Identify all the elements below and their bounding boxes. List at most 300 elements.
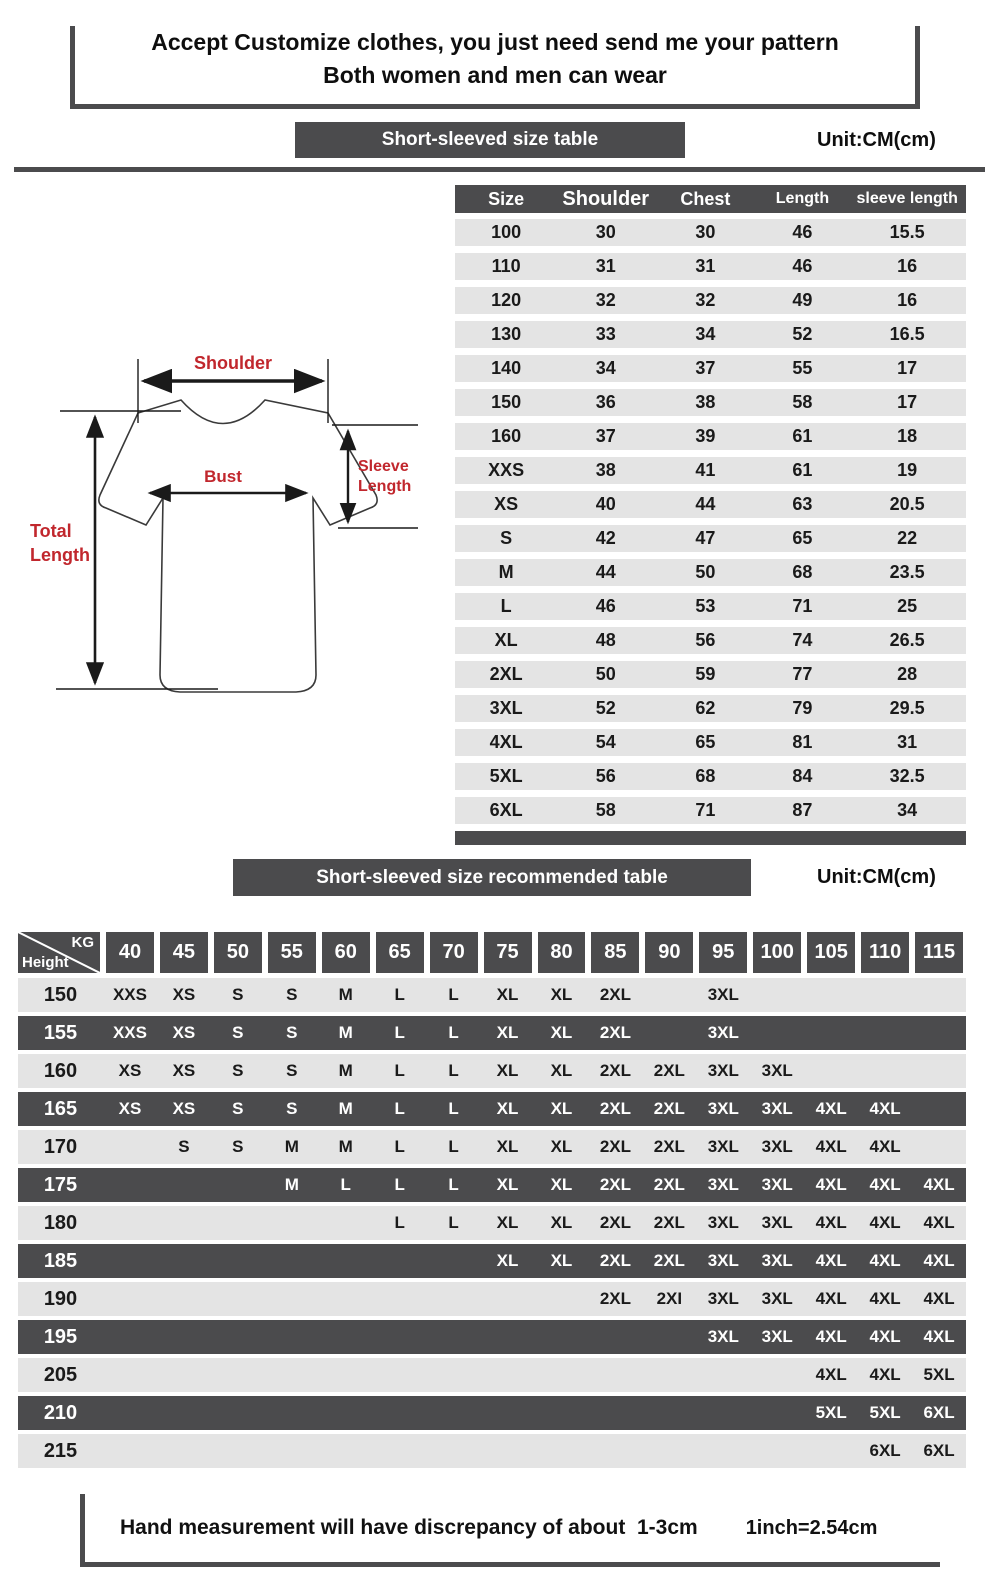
column-header: Length [775,190,830,207]
size-cell: L [448,985,459,1004]
table-row [18,1130,966,1164]
height-label-cell: 170 [43,1135,78,1158]
size-cell: 4XL [815,1175,847,1194]
table-row [455,661,966,688]
corner-cell [18,932,100,973]
size-cell: 3XL [761,1289,793,1308]
size-cell: XL [496,1023,519,1042]
size-value-cell: 32 [695,290,716,310]
size-cell: 3XL [707,1137,739,1156]
size-cell: S [232,985,244,1004]
size-value-cell: 31 [695,256,716,276]
size-cell: 3XL [761,1213,793,1232]
size-cell: 4XL [869,1175,901,1194]
section1-header: Short-sleeved size table [295,122,685,158]
column-header: Shoulder [562,187,650,210]
size-label-cell: 2XL [489,664,523,684]
table-row [455,389,966,416]
column-header: sleeve length [856,190,958,207]
title-line-2: Both women and men can wear [323,62,667,88]
size-table-header [455,185,966,213]
size-value-cell: 30 [695,222,716,242]
size-cell: 2XL [599,1061,631,1080]
size-cell: 2XL [653,1137,685,1156]
size-cell: 2XL [599,1289,631,1308]
size-value-cell: 79 [792,698,813,718]
size-cell: L [448,1137,459,1156]
size-cell: 6XL [923,1403,955,1422]
size-value-cell: 37 [695,358,716,378]
weight-header-cell: 110 [861,932,909,973]
size-cell: 4XL [815,1289,847,1308]
weight-header-cell: 45 [160,932,208,973]
size-cell: S [286,985,298,1004]
size-cell: L [394,1213,405,1232]
table-row [18,1396,966,1430]
size-cell: 4XL [923,1175,955,1194]
size-cell: 4XL [923,1251,955,1270]
size-value-cell: 29.5 [889,698,925,718]
size-value-cell: 53 [695,596,716,616]
weight-header-cell: 40 [106,932,154,973]
size-value-cell: 20.5 [889,494,925,514]
height-label-cell: 150 [43,983,78,1006]
size-value-cell: 38 [695,392,716,412]
size-cell: M [338,1061,353,1080]
weight-header-cell: 70 [430,932,478,973]
table-row [18,1206,966,1240]
size-cell: XS [172,1061,196,1080]
weight-header-cell: 100 [753,932,801,973]
size-cell: XS [172,1099,196,1118]
size-value-cell: 50 [695,562,716,582]
size-cell: L [394,985,405,1004]
size-cell: XL [496,1099,519,1118]
size-cell: M [338,985,353,1004]
weight-header-cell: 55 [268,932,316,973]
size-label-cell: 120 [491,290,522,310]
size-value-cell: 68 [695,766,716,786]
size-cell: M [338,1023,353,1042]
size-value-cell: 25 [897,596,918,616]
size-cell: 4XL [815,1099,847,1118]
column-header: Size [488,188,525,209]
size-value-cell: 52 [595,698,616,718]
size-value-cell: 36 [595,392,616,412]
size-label-cell: 150 [491,392,522,412]
size-cell: 4XL [869,1327,901,1346]
size-label-cell: 3XL [489,698,523,718]
size-cell: 2XL [599,1137,631,1156]
size-value-cell: 77 [792,664,813,684]
height-label-cell: 185 [43,1249,78,1272]
size-cell: 4XL [869,1365,901,1384]
table-row [18,1168,966,1202]
size-value-cell: 38 [595,460,616,480]
size-value-cell: 31 [595,256,616,276]
size-cell: 4XL [869,1251,901,1270]
size-cell: 5XL [815,1403,847,1422]
size-value-cell: 50 [595,664,616,684]
size-cell: 2XL [599,1023,631,1042]
size-cell: XS [118,1061,142,1080]
size-cell: L [448,1061,459,1080]
weight-header-cell: 105 [807,932,855,973]
size-value-cell: 46 [792,256,813,276]
size-cell: 2XI [656,1289,683,1308]
size-value-cell: 52 [792,324,813,344]
section1-unit: Unit:CM(cm) [817,129,936,151]
size-cell: 2XL [599,1251,631,1270]
size-value-cell: 23.5 [889,562,925,582]
column-header: Chest [680,188,731,209]
size-cell: 3XL [707,1289,739,1308]
size-label-cell: 5XL [489,766,523,786]
size-cell: XL [550,1137,573,1156]
sleeve-length-label-2: Length [358,478,412,495]
size-cell: L [394,1061,405,1080]
size-cell: 3XL [707,1061,739,1080]
table-row [18,1434,966,1468]
size-cell: 2XL [599,1213,631,1232]
size-value-cell: 87 [792,800,813,820]
size-cell: 4XL [869,1137,901,1156]
table-row [455,763,966,790]
size-label-cell: 4XL [489,732,523,752]
size-cell: L [394,1099,405,1118]
size-cell: 2XL [599,1175,631,1194]
size-value-cell: 17 [897,358,918,378]
size-cell: 4XL [815,1251,847,1270]
size-value-cell: 19 [897,460,918,480]
size-cell: 3XL [761,1061,793,1080]
size-cell: 4XL [815,1213,847,1232]
size-cell: 4XL [815,1327,847,1346]
size-value-cell: 16 [897,290,918,310]
weight-header-cell: 80 [538,932,586,973]
size-value-cell: 16 [897,256,918,276]
size-table [455,185,966,845]
table-row [455,525,966,552]
height-label-cell: 165 [43,1097,78,1120]
size-label-cell: S [500,528,513,548]
size-cell: XL [550,1251,573,1270]
size-cell: 2XL [653,1251,685,1270]
height-label-cell: 215 [43,1439,78,1462]
size-value-cell: 16.5 [889,324,925,344]
corner-kg-label: KG [71,934,94,951]
size-cell: 5XL [869,1403,901,1422]
table-row [18,1244,966,1278]
table-row [18,1092,966,1126]
size-cell: 4XL [923,1289,955,1308]
size-value-cell: 22 [897,528,918,548]
size-cell: 2XL [653,1213,685,1232]
size-value-cell: 62 [695,698,716,718]
size-label-cell: 100 [491,222,522,242]
size-cell: S [286,1099,298,1118]
size-value-cell: 44 [595,562,616,582]
size-cell: S [232,1023,244,1042]
size-value-cell: 30 [595,222,616,242]
size-cell: L [394,1175,405,1194]
footer-note: Hand measurement will have discrepancy of about 1-3cm [120,1516,698,1539]
size-label-cell: XL [494,630,518,650]
table-row [455,355,966,382]
size-value-cell: 34 [695,324,716,344]
size-value-cell: 84 [792,766,813,786]
table-row [18,1054,966,1088]
table-row [455,253,966,280]
weight-header-cell: 65 [376,932,424,973]
size-cell: 4XL [869,1099,901,1118]
size-cell: S [232,1061,244,1080]
height-label-cell: 205 [43,1363,78,1386]
size-value-cell: 42 [595,528,616,548]
divider-line [14,167,985,172]
size-cell: S [286,1023,298,1042]
size-cell: 2XL [653,1175,685,1194]
size-cell: L [394,1137,405,1156]
size-cell: 4XL [923,1327,955,1346]
size-value-cell: 71 [695,800,716,820]
rec-table-body [18,978,966,1468]
size-value-cell: 46 [595,596,616,616]
table-row [18,1358,966,1392]
size-value-cell: 28 [897,664,918,684]
size-value-cell: 54 [595,732,616,752]
size-value-cell: 61 [792,460,813,480]
size-value-cell: 31 [897,732,918,752]
size-cell: XL [496,1213,519,1232]
size-value-cell: 44 [695,494,716,514]
size-value-cell: 34 [897,800,918,820]
tshirt-diagram-svg [18,335,453,713]
shoulder-label: Shoulder [193,353,273,373]
size-cell: 4XL [869,1213,901,1232]
size-label-cell: 140 [491,358,522,378]
size-cell: S [232,1099,244,1118]
table-row [455,627,966,654]
weight-header-cell: 75 [484,932,532,973]
size-value-cell: 18 [897,426,918,446]
size-cell: 3XL [707,1023,739,1042]
size-cell: 4XL [923,1213,955,1232]
size-cell: S [178,1137,190,1156]
table-row [18,1282,966,1316]
size-cell: XL [550,985,573,1004]
size-cell: XXS [112,1023,147,1042]
size-cell: 3XL [761,1099,793,1118]
table-row [455,559,966,586]
size-cell: XL [550,1175,573,1194]
size-value-cell: 58 [595,800,616,820]
table-row [455,423,966,450]
size-label-cell: XXS [488,460,525,480]
total-length-label-1: Total [30,521,72,541]
size-value-cell: 61 [792,426,813,446]
table-row [455,457,966,484]
weight-header-cell: 85 [591,932,639,973]
size-value-cell: 74 [792,630,813,650]
size-cell: 3XL [761,1137,793,1156]
size-value-cell: 33 [595,324,616,344]
footer-conversion: 1inch=2.54cm [745,1516,878,1539]
size-cell: 6XL [923,1441,955,1460]
section2-unit: Unit:CM(cm) [817,866,936,888]
size-cell: M [284,1175,299,1194]
size-cell: 3XL [707,1251,739,1270]
size-label-cell: 110 [491,256,521,276]
title-block [70,26,920,109]
size-value-cell: 56 [595,766,616,786]
size-cell: XL [550,1099,573,1118]
total-length-label-2: Length [30,545,90,565]
size-cell: XL [550,1061,573,1080]
size-value-cell: 71 [792,596,813,616]
rec-header-row [18,932,966,973]
size-cell: L [394,1023,405,1042]
tshirt-diagram [18,335,453,713]
size-label-cell: 160 [491,426,522,446]
size-value-cell: 41 [695,460,716,480]
size-cell: 2XL [653,1061,685,1080]
size-cell: 4XL [815,1137,847,1156]
size-cell: M [338,1137,353,1156]
size-label-cell: 130 [491,324,522,344]
size-value-cell: 26.5 [889,630,925,650]
size-cell: 4XL [869,1289,901,1308]
section2-header: Short-sleeved size recommended table [233,859,751,896]
table-row [455,491,966,518]
table-row [18,978,966,1012]
size-cell: XL [496,1061,519,1080]
bust-label: Bust [204,467,242,486]
size-cell: 3XL [707,985,739,1004]
size-value-cell: 68 [792,562,813,582]
size-value-cell: 15.5 [889,222,925,242]
size-label-cell: L [500,596,512,616]
size-cell: 3XL [761,1251,793,1270]
size-cell: 2XL [653,1099,685,1118]
table-row [455,695,966,722]
recommended-table [18,932,966,1472]
size-cell: XL [496,1251,519,1270]
tshirt-outline [99,400,377,692]
size-cell: XL [496,1175,519,1194]
size-value-cell: 49 [792,290,813,310]
size-cell: L [448,1213,459,1232]
size-value-cell: 47 [695,528,716,548]
height-label-cell: 180 [43,1211,78,1234]
size-cell: 3XL [761,1175,793,1194]
size-value-cell: 65 [792,528,813,548]
size-label-cell: XS [494,494,519,514]
height-label-cell: 175 [43,1173,78,1196]
size-cell: L [448,1099,459,1118]
size-cell: 6XL [869,1441,901,1460]
size-cell: XL [550,1213,573,1232]
size-cell: S [232,1137,244,1156]
size-cell: M [338,1099,353,1118]
table-row [18,1016,966,1050]
size-value-cell: 32 [595,290,616,310]
size-cell: 3XL [707,1213,739,1232]
size-cell: XS [118,1099,142,1118]
size-value-cell: 32.5 [889,766,925,786]
size-cell: XXS [112,985,147,1004]
size-value-cell: 40 [595,494,616,514]
table-row [455,729,966,756]
height-label-cell: 160 [43,1059,78,1082]
size-cell: 2XL [599,985,631,1004]
size-cell: S [286,1061,298,1080]
weight-header-cell: 90 [645,932,693,973]
size-cell: L [448,1175,459,1194]
weight-header-cell: 95 [699,932,747,973]
size-value-cell: 55 [792,358,813,378]
size-cell: 4XL [815,1365,847,1384]
size-cell: L [340,1175,351,1194]
size-cell: XL [496,985,519,1004]
size-value-cell: 17 [897,392,918,412]
size-label-cell: 6XL [489,800,523,820]
size-value-cell: 58 [792,392,813,412]
sleeve-length-label-1: Sleeve [358,458,409,475]
size-value-cell: 34 [595,358,616,378]
height-label-cell: 190 [43,1287,78,1310]
weight-header-cell: 60 [322,932,370,973]
size-value-cell: 37 [595,426,616,446]
size-value-cell: 56 [695,630,716,650]
table-row [455,219,966,246]
size-cell: XS [172,985,196,1004]
height-label-cell: 195 [43,1325,78,1348]
title-line-1: Accept Customize clothes, you just need send me your pattern [151,29,839,55]
table-row [455,593,966,620]
size-cell: L [448,1023,459,1042]
size-cell: M [284,1137,299,1156]
size-cell: XS [172,1023,196,1042]
size-cell: 3XL [707,1327,739,1346]
table-row [455,797,966,824]
size-cell: XL [550,1023,573,1042]
size-value-cell: 63 [792,494,813,514]
size-cell: XL [496,1137,519,1156]
corner-height-label: Height [22,954,69,971]
size-label-cell: M [498,562,514,582]
size-table-bottom-bar [455,831,966,845]
size-value-cell: 39 [695,426,716,446]
size-cell: 3XL [707,1099,739,1118]
size-cell: 5XL [923,1365,955,1384]
table-row [18,1320,966,1354]
height-label-cell: 210 [43,1401,78,1424]
size-cell: 3XL [707,1175,739,1194]
size-value-cell: 48 [595,630,616,650]
footer-block [80,1494,940,1567]
weight-header-cell: 115 [915,932,963,973]
size-value-cell: 59 [695,664,716,684]
size-value-cell: 46 [792,222,813,242]
table-row [455,321,966,348]
size-cell: 2XL [599,1099,631,1118]
size-cell: 3XL [761,1327,793,1346]
size-value-cell: 81 [792,732,813,752]
size-table-body [455,219,966,824]
weight-header-cell: 50 [214,932,262,973]
size-value-cell: 65 [695,732,716,752]
